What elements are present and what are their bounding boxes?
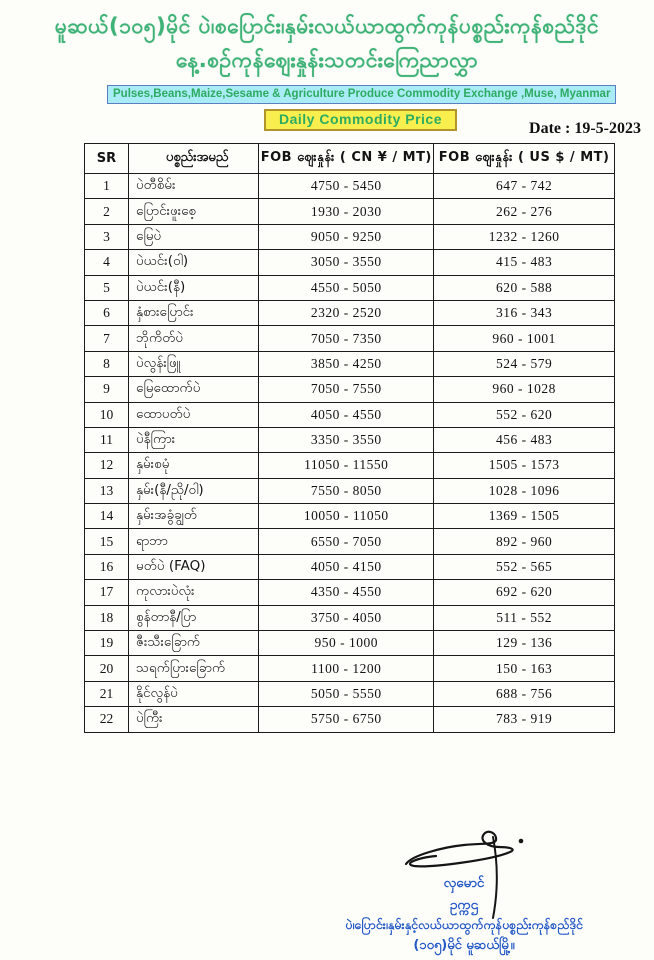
usd-price-cell: 892 - 960: [434, 529, 615, 554]
signer-title: ဥက္ကဌ: [449, 897, 479, 913]
serial-cell: 4: [85, 250, 129, 275]
commodity-name-cell: ပဲလွန်းဖြူ: [128, 351, 258, 376]
cny-price-cell: 9050 - 9250: [259, 224, 434, 249]
serial-cell: 8: [85, 351, 129, 376]
signer-name: လှမောင်: [443, 875, 485, 891]
cny-price-cell: 11050 - 11550: [259, 453, 434, 478]
serial-cell: 7: [85, 326, 129, 351]
commodity-name-cell: ပြောင်းဖူးစေ့: [128, 199, 258, 224]
serial-cell: 18: [85, 605, 129, 630]
serial-cell: 17: [85, 580, 129, 605]
commodity-name-cell: စွန်တာနီ/ပြာ: [128, 605, 258, 630]
table-row: [85, 402, 615, 427]
serial-cell: 22: [85, 707, 129, 732]
usd-price-cell: 960 - 1001: [434, 326, 615, 351]
cny-price-cell: 10050 - 11050: [259, 504, 434, 529]
commodity-name-cell: ထောပတ်ပဲ: [128, 402, 258, 427]
header-usd: FOB ဈေးနှုန်း ( US $ / MT): [434, 144, 615, 174]
english-exchange-banner: Pulses,Beans,Maize,Sesame & Agriculture Produce Commodity Exchange ,Muse, Myanmar: [107, 85, 616, 104]
table-row: [85, 707, 615, 732]
serial-cell: 11: [85, 427, 129, 452]
serial-cell: 13: [85, 478, 129, 503]
commodity-name-cell: ပဲတီစိမ်း: [128, 174, 258, 199]
table-row: [85, 681, 615, 706]
usd-price-cell: 620 - 588: [434, 275, 615, 300]
usd-price-cell: 1232 - 1260: [434, 224, 615, 249]
header-name: ပစ္စည်းအမည်: [128, 144, 258, 174]
location-line: (၁၀၅)မိုင် မူဆယ်မြို့။: [413, 938, 515, 953]
commodity-name-cell: နှမ်းစမုံ: [128, 453, 258, 478]
table-row: [85, 529, 615, 554]
table-row: [85, 174, 615, 199]
cny-price-cell: 4050 - 4550: [259, 402, 434, 427]
price-table-header: [85, 144, 615, 174]
commodity-name-cell: မြေပဲ: [128, 224, 258, 249]
cny-price-cell: 4750 - 5450: [259, 174, 434, 199]
date-label: Date : 19-5-2023: [529, 120, 641, 137]
table-row: [85, 326, 615, 351]
serial-cell: 5: [85, 275, 129, 300]
table-row: [85, 478, 615, 503]
table-row: [85, 580, 615, 605]
table-row: [85, 377, 615, 402]
table-row: [85, 275, 615, 300]
usd-price-cell: 316 - 343: [434, 300, 615, 325]
daily-commodity-price-banner: Daily Commodity Price: [264, 109, 457, 131]
signature-icon: [400, 824, 535, 924]
serial-cell: 15: [85, 529, 129, 554]
cny-price-cell: 3350 - 3550: [259, 427, 434, 452]
commodity-name-cell: နှမ်းအခွံချွတ်: [128, 504, 258, 529]
usd-price-cell: 262 - 276: [434, 199, 615, 224]
commodity-name-cell: မတ်ပဲ (FAQ): [128, 554, 258, 579]
serial-cell: 3: [85, 224, 129, 249]
cny-price-cell: 7050 - 7350: [259, 326, 434, 351]
usd-price-cell: 692 - 620: [434, 580, 615, 605]
usd-price-cell: 1369 - 1505: [434, 504, 615, 529]
commodity-price-table: [84, 143, 615, 733]
header-cny: FOB ဈေးနှုန်း ( CN ¥ / MT): [259, 144, 434, 174]
table-row: [85, 224, 615, 249]
serial-cell: 10: [85, 402, 129, 427]
commodity-name-cell: ပဲကြီး: [128, 707, 258, 732]
table-row: [85, 427, 615, 452]
usd-price-cell: 688 - 756: [434, 681, 615, 706]
commodity-name-cell: သရက်ပြားခြောက်: [128, 656, 258, 681]
usd-price-cell: 1028 - 1096: [434, 478, 615, 503]
usd-price-cell: 129 - 136: [434, 631, 615, 656]
usd-price-cell: 1505 - 1573: [434, 453, 615, 478]
cny-price-cell: 1930 - 2030: [259, 199, 434, 224]
usd-price-cell: 647 - 742: [434, 174, 615, 199]
table-row: [85, 250, 615, 275]
cny-price-cell: 3850 - 4250: [259, 351, 434, 376]
cny-price-cell: 2320 - 2520: [259, 300, 434, 325]
serial-cell: 6: [85, 300, 129, 325]
table-row: [85, 656, 615, 681]
commodity-name-cell: မြေထောက်ပဲ: [128, 377, 258, 402]
cny-price-cell: 1100 - 1200: [259, 656, 434, 681]
commodity-name-cell: ရာဘာ: [128, 529, 258, 554]
usd-price-cell: 456 - 483: [434, 427, 615, 452]
page-title-line1: မူဆယ်(၁၀၅)မိုင် ပဲ၊စပြောင်း၊နှမ်းလယ်ယာထွက်ကုန်ပစ္စည်းကုန်စည်ဒိုင်: [54, 14, 600, 38]
table-row: [85, 300, 615, 325]
table-row: [85, 453, 615, 478]
cny-price-cell: 4550 - 5050: [259, 275, 434, 300]
commodity-name-cell: ပဲနီကြား: [128, 427, 258, 452]
header-sr: SR: [85, 144, 129, 174]
serial-cell: 12: [85, 453, 129, 478]
cny-price-cell: 3050 - 3550: [259, 250, 434, 275]
cny-price-cell: 950 - 1000: [259, 631, 434, 656]
usd-price-cell: 552 - 565: [434, 554, 615, 579]
serial-cell: 20: [85, 656, 129, 681]
commodity-name-cell: နှမ်း(နီ/ညို/ဝါ): [128, 478, 258, 503]
commodity-name-cell: ဘိုကိတ်ပဲ: [128, 326, 258, 351]
table-row: [85, 351, 615, 376]
serial-cell: 14: [85, 504, 129, 529]
usd-price-cell: 511 - 552: [434, 605, 615, 630]
usd-price-cell: 415 - 483: [434, 250, 615, 275]
organization: ပဲ၊ပြောင်း၊နှမ်းနှင့်လယ်ယာထွက်ကုန်ပစ္စည်းကုန်စည်ဒိုင်: [345, 917, 583, 932]
cny-price-cell: 7550 - 8050: [259, 478, 434, 503]
serial-cell: 1: [85, 174, 129, 199]
cny-price-cell: 7050 - 7550: [259, 377, 434, 402]
commodity-name-cell: ပဲယင်း(နီ): [128, 275, 258, 300]
serial-cell: 16: [85, 554, 129, 579]
serial-cell: 9: [85, 377, 129, 402]
commodity-name-cell: ပဲယင်း(ဝါ): [128, 250, 258, 275]
table-row: [85, 504, 615, 529]
usd-price-cell: 524 - 579: [434, 351, 615, 376]
table-row: [85, 199, 615, 224]
commodity-name-cell: နှံစားပြောင်း: [128, 300, 258, 325]
serial-cell: 19: [85, 631, 129, 656]
cny-price-cell: 4050 - 4150: [259, 554, 434, 579]
commodity-name-cell: နိုင်လွန်ပဲ: [128, 681, 258, 706]
commodity-name-cell: ဇီးသီးခြောက်: [128, 631, 258, 656]
serial-cell: 2: [85, 199, 129, 224]
cny-price-cell: 3750 - 4050: [259, 605, 434, 630]
table-row: [85, 554, 615, 579]
cny-price-cell: 4350 - 4550: [259, 580, 434, 605]
page-title-line2: နေ့.စဉ်ကုန်ဈေးနှုန်းသတင်းကြေညာလွှာ: [175, 48, 479, 72]
usd-price-cell: 150 - 163: [434, 656, 615, 681]
price-table-body: [85, 174, 615, 733]
serial-cell: 21: [85, 681, 129, 706]
usd-price-cell: 960 - 1028: [434, 377, 615, 402]
cny-price-cell: 5750 - 6750: [259, 707, 434, 732]
table-row: [85, 605, 615, 630]
cny-price-cell: 5050 - 5550: [259, 681, 434, 706]
table-row: [85, 631, 615, 656]
header-row: [85, 144, 615, 174]
commodity-name-cell: ကုလားပဲလုံး: [128, 580, 258, 605]
signature-block: [290, 822, 638, 956]
usd-price-cell: 783 - 919: [434, 707, 615, 732]
usd-price-cell: 552 - 620: [434, 402, 615, 427]
cny-price-cell: 6550 - 7050: [259, 529, 434, 554]
